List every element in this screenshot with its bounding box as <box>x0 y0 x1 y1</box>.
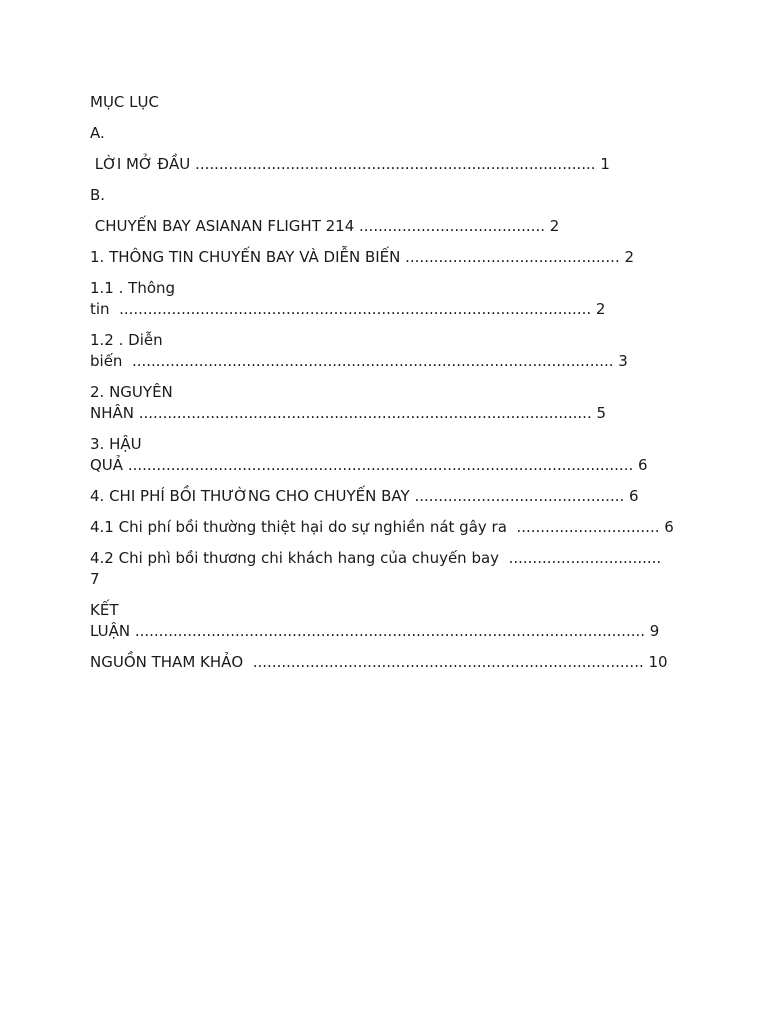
toc-gap <box>90 320 690 330</box>
toc-gap <box>90 590 690 600</box>
toc-gap <box>90 206 690 216</box>
toc-title: MỤC LỤC <box>90 93 159 111</box>
toc-entry <box>90 600 690 642</box>
toc-entry <box>90 548 690 590</box>
toc-gap <box>90 424 690 434</box>
toc-entry-line: NHÂN ............................................................................................... 5 <box>90 404 607 422</box>
toc-gap <box>90 538 690 548</box>
toc-entry <box>90 216 690 237</box>
toc-gap <box>90 642 690 652</box>
toc-entry <box>90 154 690 175</box>
toc-entry-line: 4.1 Chi phí bồi thường thiệt hại do sự nghiền nát gây ra .............................. 6 <box>90 518 674 536</box>
toc-entry-line: 1.1 . Thông <box>90 279 176 297</box>
toc-gap <box>90 144 690 154</box>
toc-entry-line: 4. CHI PHÍ BỒI THƯỜNG CHO CHUYẾN BAY ............................................ 6 <box>90 487 639 505</box>
toc-gap <box>90 113 690 123</box>
toc-entry <box>90 123 690 144</box>
toc-entry <box>90 278 690 320</box>
toc-entry-line: biến ..................................................................................................... 3 <box>90 352 628 370</box>
toc-entry <box>90 652 690 673</box>
toc-entry-line: 7 <box>90 570 100 588</box>
toc-entry-line: A. <box>90 124 105 142</box>
toc-entry <box>90 434 690 476</box>
toc-gap <box>90 237 690 247</box>
toc-entry <box>90 185 690 206</box>
toc-gap <box>90 268 690 278</box>
toc-entry-line: 2. NGUYÊN <box>90 383 173 401</box>
table-of-contents <box>90 92 690 673</box>
toc-gap <box>90 372 690 382</box>
toc-entry-line: 4.2 Chi phì bồi thương chi khách hang của chuyến bay ................................ <box>90 549 662 567</box>
toc-entry-line: KẾT <box>90 601 119 619</box>
toc-entry-line: QUẢ .......................................................................................................... 6 <box>90 456 648 474</box>
toc-gap <box>90 476 690 486</box>
toc-entry-line: NGUỒN THAM KHẢO .................................................................................. 10 <box>90 653 668 671</box>
toc-entry-line: tin ................................................................................................... 2 <box>90 300 606 318</box>
toc-entry <box>90 517 690 538</box>
toc-entry-line: B. <box>90 186 106 204</box>
toc-entry <box>90 330 690 372</box>
toc-entry-line: LUẬN ........................................................................................................... 9 <box>90 622 660 640</box>
toc-entry-line: 3. HẬU <box>90 435 142 453</box>
toc-entry <box>90 247 690 268</box>
toc-entry-line: CHUYẾN BAY ASIANAN FLIGHT 214 ....................................... 2 <box>90 217 560 235</box>
toc-entry-line: 1. THÔNG TIN CHUYẾN BAY VÀ DIỄN BIẾN ............................................. 2 <box>90 248 635 266</box>
toc-gap <box>90 507 690 517</box>
toc-entry-line: 1.2 . Diễn <box>90 331 163 349</box>
toc-entry <box>90 382 690 424</box>
toc-entry-line: LỜI MỞ ĐẦU .................................................................................... 1 <box>90 155 610 173</box>
toc-gap <box>90 175 690 185</box>
toc-entry <box>90 486 690 507</box>
